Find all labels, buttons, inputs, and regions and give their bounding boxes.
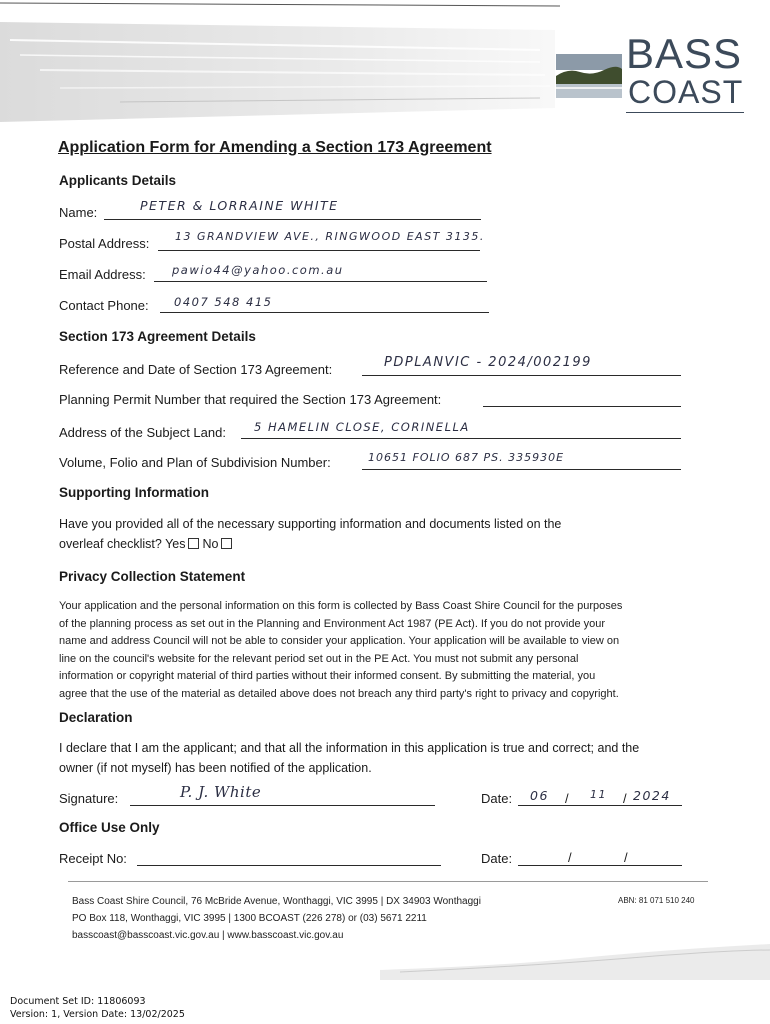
agreement-heading: Section 173 Agreement Details xyxy=(59,329,256,344)
signature-field-line xyxy=(130,805,435,806)
declaration-date-label: Date: xyxy=(481,791,513,806)
supporting-heading: Supporting Information xyxy=(59,485,209,500)
reference-field-value[interactable]: PDPLANVIC - 2024/002199 xyxy=(384,355,592,370)
declaration-date-sep1: / xyxy=(565,791,569,806)
declaration-line2: owner (if not myself) has been notified of the application. xyxy=(59,761,372,775)
subject-land-address-label: Address of the Subject Land: xyxy=(59,425,226,440)
council-address-line: Bass Coast Shire Council, 76 McBride Avenue, Wonthaggi, VIC 3995 | DX 34903 Wonthaggi xyxy=(72,896,481,907)
privacy-line: of the planning process as set out in the Planning and Environment Act 1987 (PE Act). If you do not provide your xyxy=(59,617,606,630)
contact-phone-label: Contact Phone: xyxy=(59,298,149,313)
supporting-question-line2 xyxy=(59,537,235,551)
logo-text-coast: COAST xyxy=(628,74,744,110)
volume-folio-field-value[interactable]: 10651 FOLIO 687 PS. 335930E xyxy=(368,451,565,464)
name-field-value[interactable]: PETER & LORRAINE WHITE xyxy=(140,198,339,213)
email-address-field-value[interactable]: pawio44@yahoo.com.au xyxy=(172,263,344,277)
logo-underline xyxy=(626,112,744,113)
footer-wave-graphic xyxy=(380,940,770,980)
office-date-sep1: / xyxy=(568,850,572,865)
document-set-id: Document Set ID: 11806093 xyxy=(10,996,146,1007)
email-address-label: Email Address: xyxy=(59,267,146,282)
logo-text-bass: BASS xyxy=(626,30,743,77)
permit-number-field-line xyxy=(483,406,681,407)
privacy-line: line on the council's website for the relevant period set out in the PE Act. You must not submit any personal xyxy=(59,652,579,665)
yes-checkbox[interactable] xyxy=(188,538,199,549)
postal-address-label: Postal Address: xyxy=(59,236,150,251)
contact-phone-field-line xyxy=(160,312,489,313)
privacy-heading: Privacy Collection Statement xyxy=(59,569,246,584)
volume-folio-label: Volume, Folio and Plan of Subdivision Number: xyxy=(59,455,331,470)
privacy-line: information or copyright material of third parties without their informed consent. By submitting the material, you xyxy=(59,670,596,683)
subject-land-address-field-line xyxy=(241,438,681,439)
council-phone-line: PO Box 118, Wonthaggi, VIC 3995 | 1300 BCOAST (226 278) or (03) 5671 2211 xyxy=(72,913,427,924)
reference-label: Reference and Date of Section 173 Agreement: xyxy=(59,362,333,377)
office-use-heading: Office Use Only xyxy=(59,820,160,835)
declaration-date-day[interactable]: 06 xyxy=(530,788,549,803)
email-address-field-line xyxy=(154,281,487,282)
office-date-line xyxy=(518,865,682,866)
name-label: Name: xyxy=(59,205,98,220)
abn-text: ABN: 81 071 510 240 xyxy=(618,896,695,905)
signature-field-value[interactable]: P. J. White xyxy=(180,783,262,801)
signature-label: Signature: xyxy=(59,791,119,806)
supporting-question-line1: Have you provided all of the necessary supporting information and documents listed on the xyxy=(59,517,562,531)
footer-divider xyxy=(68,881,708,882)
form-title: Application Form for Amending a Section 173 Agreement xyxy=(58,139,492,156)
subject-land-address-field-value[interactable]: 5 HAMELIN CLOSE, CORINELLA xyxy=(254,420,470,434)
bass-coast-logo xyxy=(556,32,746,118)
declaration-heading: Declaration xyxy=(59,710,133,725)
declaration-line1: I declare that I am the applicant; and that all the information in this application is true and correct; and the xyxy=(59,741,640,755)
postal-address-field-line xyxy=(158,250,480,251)
permit-number-label: Planning Permit Number that required the Section 173 Agreement: xyxy=(59,392,442,407)
applicants-heading: Applicants Details xyxy=(59,173,177,188)
declaration-date-month[interactable]: 11 xyxy=(590,788,607,801)
privacy-line: agree that the use of the material as detailed above does not breach any third party's right to privacy and copyright. xyxy=(59,687,619,700)
supporting-question-text: overleaf checklist? Yes xyxy=(59,537,186,551)
no-label: No xyxy=(202,537,219,551)
document-version: Version: 1, Version Date: 13/02/2025 xyxy=(10,1009,185,1020)
privacy-line: name and address Council will not be able to consider your application. Your application will be available to view on xyxy=(59,635,620,648)
document-set-stamp xyxy=(10,995,185,1021)
privacy-line: Your application and the personal information on this form is collected by Bass Coast Shire Council for the purposes xyxy=(59,600,623,612)
declaration-date-sep2: / xyxy=(623,791,627,806)
declaration-date-line xyxy=(518,805,682,806)
council-web-line: basscoast@basscoast.vic.gov.au | www.basscoast.vic.gov.au xyxy=(72,930,344,941)
reference-field-line xyxy=(362,375,681,376)
volume-folio-field-line xyxy=(362,469,681,470)
no-checkbox[interactable] xyxy=(221,538,232,549)
council-contact-details xyxy=(72,893,481,944)
office-date-label: Date: xyxy=(481,851,513,866)
declaration-date-year[interactable]: 2024 xyxy=(633,788,671,803)
postal-address-field-value[interactable]: 13 GRANDVIEW AVE., RINGWOOD EAST 3135. xyxy=(175,230,485,243)
name-field-line xyxy=(104,219,481,220)
receipt-number-field-line xyxy=(137,865,441,866)
receipt-number-label: Receipt No: xyxy=(59,851,127,866)
logo-landscape-icon xyxy=(556,54,622,98)
privacy-statement xyxy=(59,598,749,704)
office-date-sep2: / xyxy=(624,850,628,865)
contact-phone-field-value[interactable]: 0407 548 415 xyxy=(174,295,273,309)
